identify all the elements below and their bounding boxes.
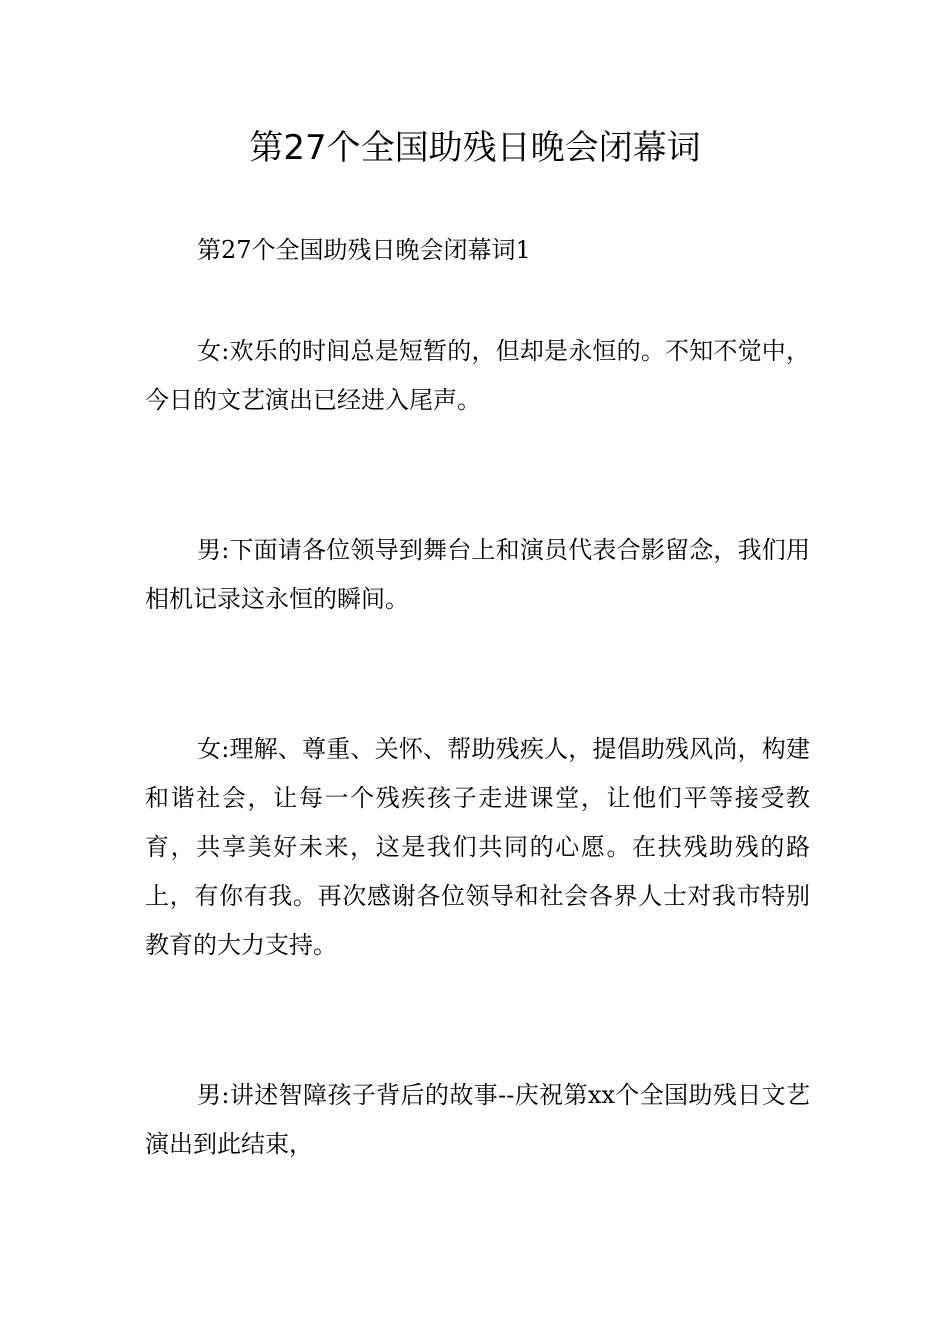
document-title: 第27个全国助残日晚会闭幕词	[249, 128, 701, 168]
document-subtitle: 第27个全国助残日晚会闭幕词1	[197, 236, 531, 264]
paragraph-4: 男:讲述智障孩子背后的故事--庆祝第xx个全国助残日文艺演出到此结束，	[145, 1081, 810, 1158]
paragraph-2: 男:下面请各位领导到舞台上和演员代表合影留念，我们用相机记录这永恒的瞬间。	[145, 536, 810, 613]
paragraph-3: 女:理解、尊重、关怀、帮助残疾人，提倡助残风尚，构建和谐社会，让每一个残疾孩子走进课堂，让他们平等接受教育，共享美好未来，这是我们共同的心愿。在扶残助残的路上，有你有我。再次感谢各位领导和社会各界人士对我市特别教育的大力支持。	[145, 735, 810, 959]
paragraph-1: 女:欢乐的时间总是短暂的，但却是永恒的。不知不觉中，今日的文艺演出已经进入尾声。	[145, 337, 810, 414]
